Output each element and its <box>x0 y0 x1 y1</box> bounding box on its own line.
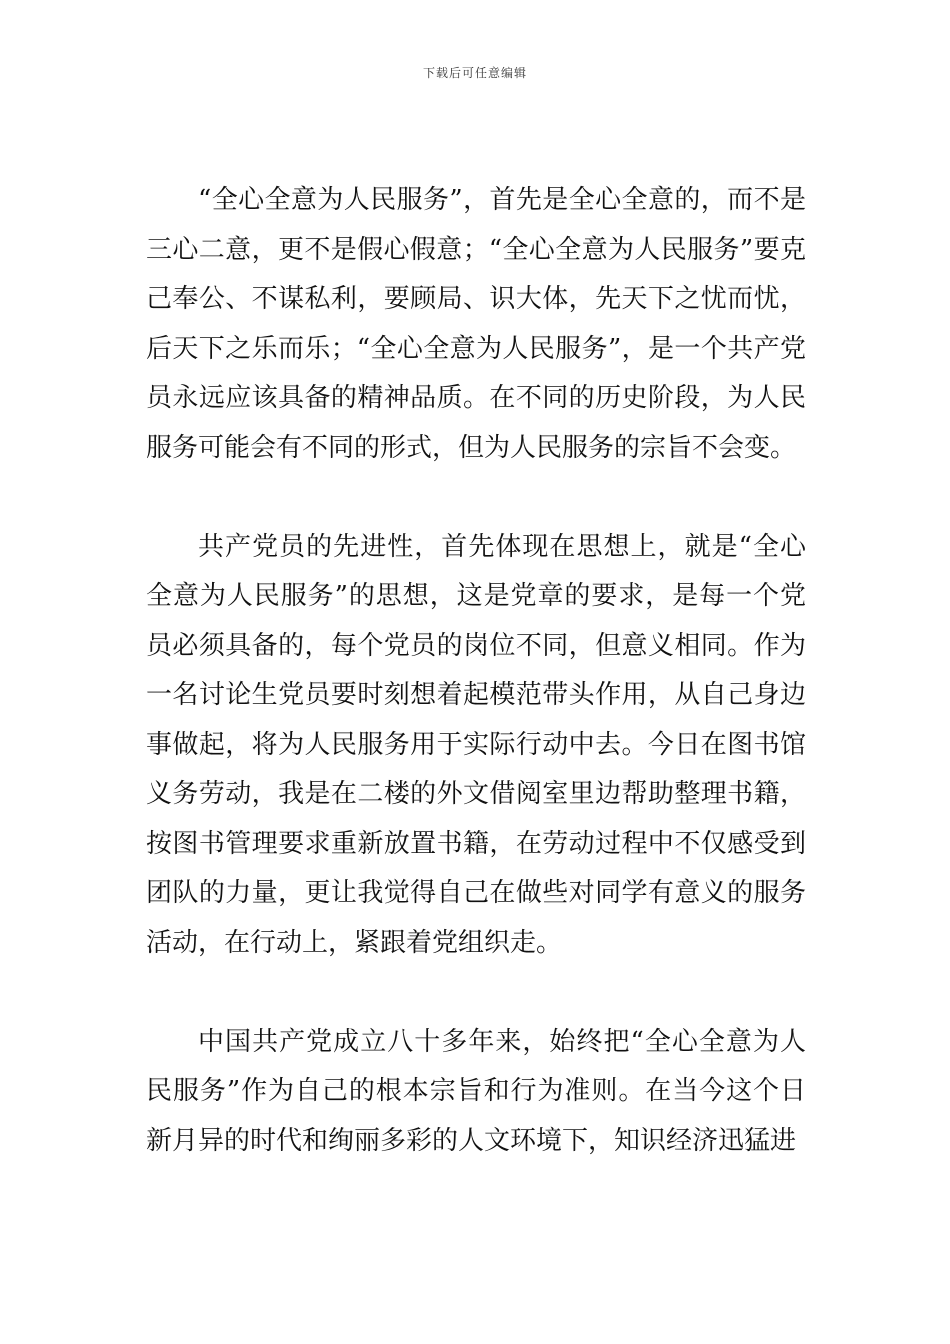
page-header: 下载后可任意编辑 <box>422 66 527 80</box>
document-body <box>146 176 806 1166</box>
paragraph-1: “全心全意为人民服务”，首先是全心全意的，而不是三心二意，更不是假心假意；“全心全意为人民服务”要克己奉公、不谋私利，要顾局、识大体，先天下之忧而忧，后天下之乐而乐；“全心全意为人民服务”，是一个共产党员永远应该具备的精神品质。在不同的历史阶段，为人民服务可能会有不同的形式，但为人民服务的宗旨不会变。 <box>146 185 806 463</box>
paragraph-3: 中国共产党成立八十多年来，始终把“全心全意为人民服务”作为自己的根本宗旨和行为准则。在当今这个日新月异的时代和绚丽多彩的人文环境下，知识经济迅猛进 <box>146 1026 806 1156</box>
paragraph-2: 共产党员的先进性，首先体现在思想上，就是“全心全意为人民服务”的思想，这是党章的要求，是每一个党员必须具备的，每个党员的岗位不同，但意义相同。作为一名讨论生党员要时刻想着起模范带头作用，从自己身边事做起，将为人民服务用于实际行动中去。今日在图书馆义务劳动，我是在二楼的外文借阅室里边帮助整理书籍，按图书管理要求重新放置书籍，在劳动过程中不仅感受到团队的力量，更让我觉得自己在做些对同学有意义的服务活动，在行动上，紧跟着党组织走。 <box>146 531 806 958</box>
